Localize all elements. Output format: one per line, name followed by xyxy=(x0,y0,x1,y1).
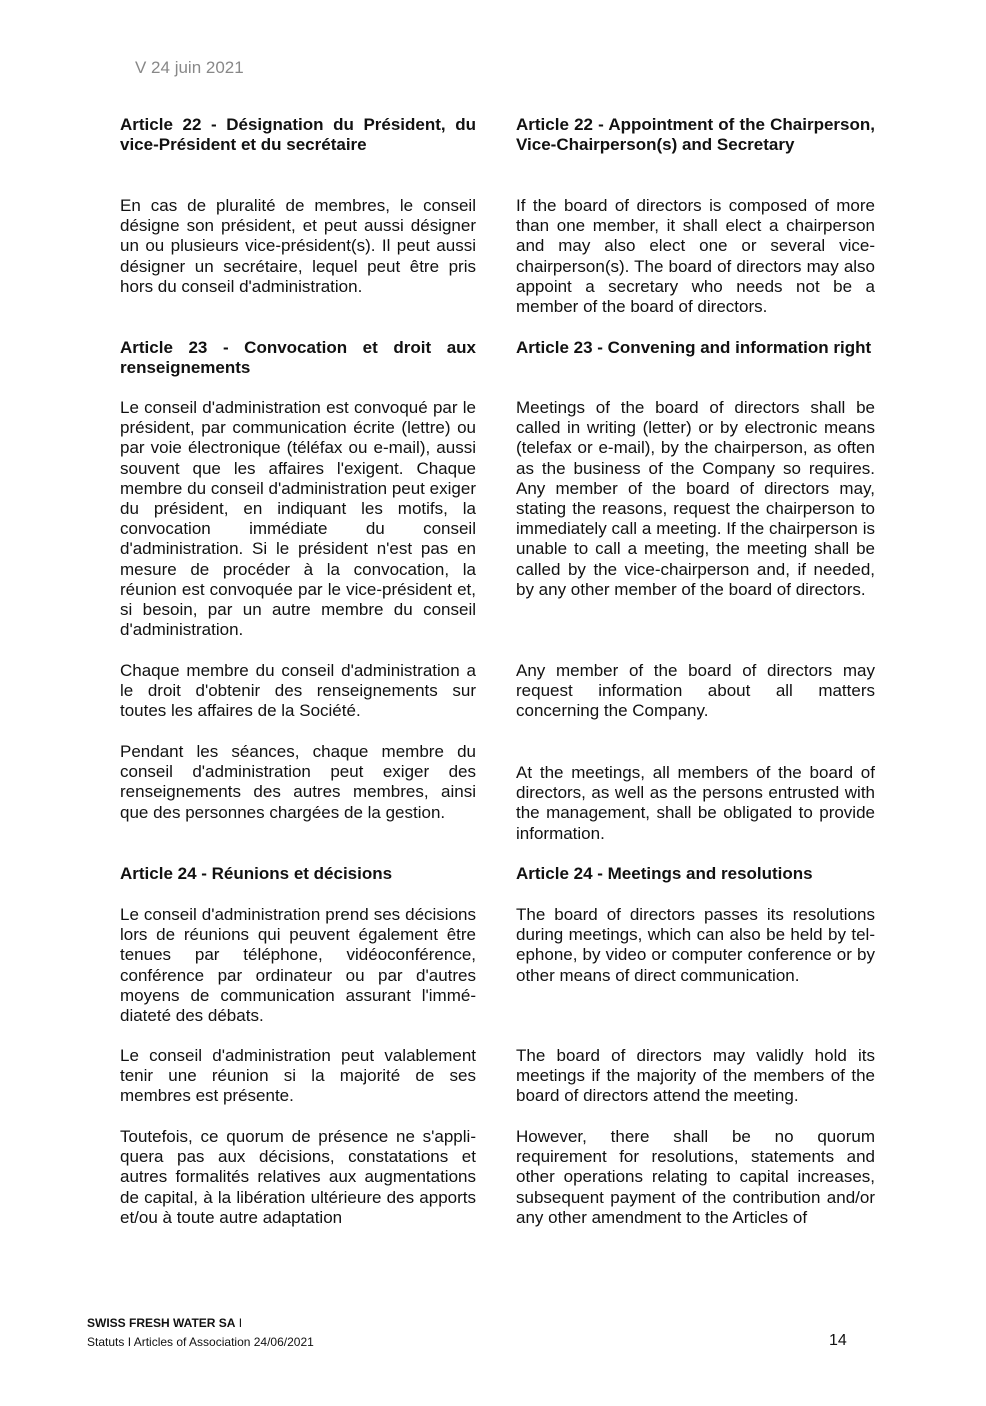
article-22-title-en: Article 22 - Appointment of the Chairperson, Vice-Chairperson(s) and Secretary xyxy=(516,115,875,155)
article-24-paragraph-1-en: The board of directors passes its resolutions during meetings, which can also be held by telephone, by video or computer conference or by other means of direct communication. xyxy=(516,905,875,985)
article-23-paragraph-1-fr: Le conseil d'administration est convoqué par le président, par communication écrite (lettre) ou par voie électronique (téléfax ou e-mail), aussi souvent que les affaires l'exigent. Chaque membre du conseil d'administration peut exiger du président, en indiquant les motifs, la convocation immédiate du conseil d'administration. Si le président n'est pas en mesure de procéder à la convocation, la réunion est convoquée par le vice-président et, si besoin, par un autre membre du conseil d'administration. xyxy=(120,398,476,640)
footer-document-title: Statuts I Articles of Association 24/06/2021 xyxy=(87,1335,314,1349)
article-22-paragraph-fr: En cas de pluralité de membres, le conseil désigne son président, et peut aussi désigner un ou plusieurs vice-président(s). Il peut aussi désigner un secrétaire, lequel peut être pris hors du conseil d'administration. xyxy=(120,196,476,296)
article-23-title-en: Article 23 - Convening and information right xyxy=(516,338,872,357)
page-number: 14 xyxy=(829,1332,847,1349)
article-22-title-fr: Article 22 - Désignation du Président, du vice-Président et du secrétaire xyxy=(120,115,476,155)
article-23-paragraph-2-fr: Chaque membre du conseil d'administration a le droit d'obtenir des renseignements sur toutes les affaires de la Société. xyxy=(120,661,476,721)
version-date: V 24 juin 2021 xyxy=(135,58,244,77)
article-24-title-en: Article 24 - Meetings and resolutions xyxy=(516,864,813,883)
article-23-paragraph-2-en: Any member of the board of directors may request information about all matters concerning the Company. xyxy=(516,661,875,721)
article-22-paragraph-en: If the board of directors is composed of more than one member, it shall elect a chairperson and may also elect one or several vice-chairperson(s). The board of directors may also appoint a secretary who needs not be a member of the board of directors. xyxy=(516,196,875,317)
article-24-paragraph-1-fr: Le conseil d'administration prend ses décisions lors de réunions qui peuvent également être tenues par téléphone, vidéoconférence, conférence par ordinateur ou par d'autres moyens de communication assurant l'immédiateté des débats. xyxy=(120,905,476,1026)
footer-company xyxy=(87,1316,242,1330)
article-24-paragraph-2-fr: Le conseil d'administration peut valablement tenir une réunion si la majorité de ses membres est présente. xyxy=(120,1046,476,1106)
article-24-paragraph-2-en: The board of directors may validly hold its meetings if the majority of the members of the board of directors attend the meeting. xyxy=(516,1046,875,1106)
article-24-paragraph-3-fr: Toutefois, ce quorum de présence ne s'appliquera pas aux décisions, constatations et autres formalités relatives aux augmentations de capital, à la libération ultérieure des apports et/ou à toute autre adaptation xyxy=(120,1127,476,1227)
article-23-paragraph-3-fr: Pendant les séances, chaque membre du conseil d'administration peut exiger des renseignements des autres membres, ainsi que des personnes chargées de la gestion. xyxy=(120,742,476,822)
article-24-title-fr: Article 24 - Réunions et décisions xyxy=(120,864,393,883)
article-23-paragraph-1-en: Meetings of the board of directors shall be called in writing (letter) or by electronic means (telefax or e-mail), by the chairperson, as often as the business of the Company so requires. Any member of the board of directors may, stating the reasons, request the chairperson to immediately call a meeting. If the chairperson is unable to call a meeting, the meeting shall be called by the vice-chairperson and, if needed, by any other member of the board of directors. xyxy=(516,398,875,599)
article-23-title-fr: Article 23 - Convocation et droit aux renseignements xyxy=(120,338,476,378)
footer-separator: I xyxy=(235,1316,243,1330)
article-23-paragraph-3-en: At the meetings, all members of the board of directors, as well as the persons entrusted with the management, shall be obligated to provide information. xyxy=(516,763,875,843)
footer-company-name: SWISS FRESH WATER SA xyxy=(87,1316,236,1330)
article-24-paragraph-3-en: However, there shall be no quorum requirement for resolutions, statements and other operations relating to capital increases, subsequent payment of the contribution and/or any other amendment to the Articles of xyxy=(516,1127,875,1227)
